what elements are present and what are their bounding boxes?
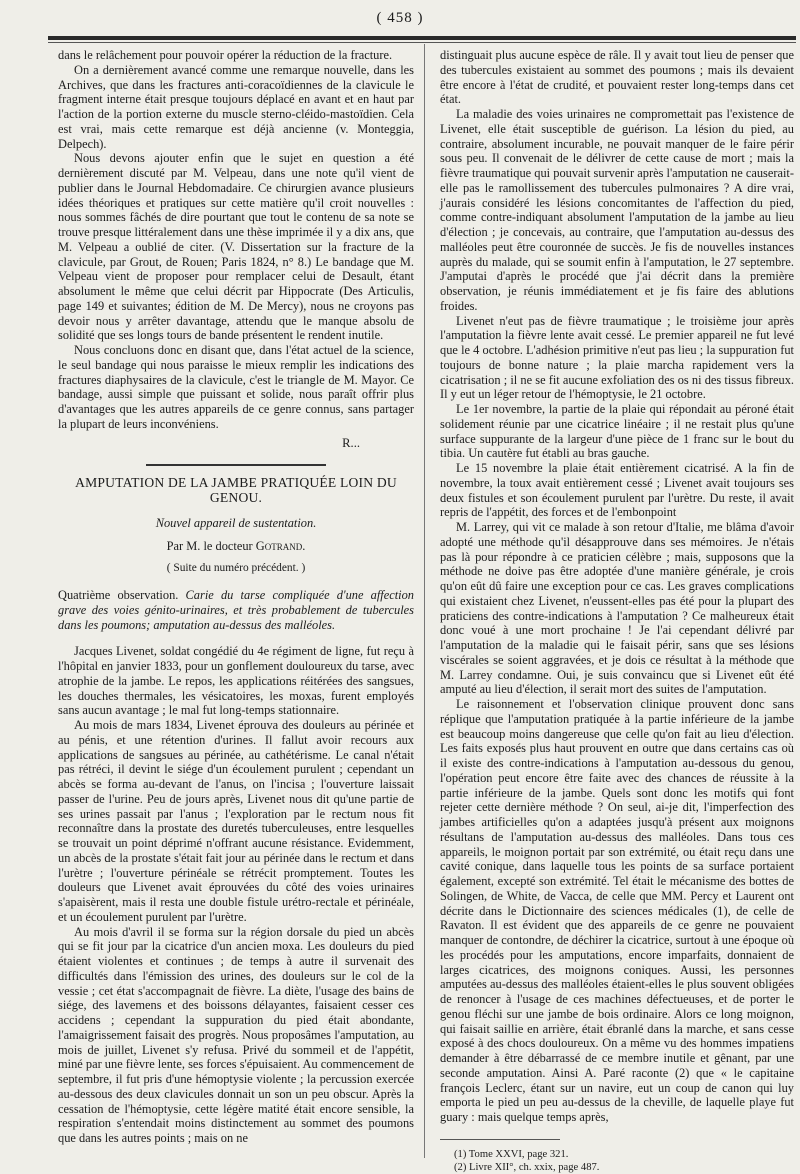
article-author	[58, 539, 414, 554]
paragraph: Le 1er novembre, la partie de la plaie qui répondait au péroné était solidement réunie par une cicatrice linéaire ; il ne restait plus qu'une surface suppurante de la largeur d'une pièce de 1 franc sur le bout du tibia. Un cautère fut établi au bras gauche.	[440, 402, 794, 461]
paragraph: Jacques Livenet, soldat congédié du 4e régiment de ligne, fut reçu à l'hôpital en janvier 1833, pour un gonflement douloureux du tarse, avec atrophie de la jambe. Le repos, les applications réitérées des sangsues, les douches thermales, les vésicatoires, les moxas, furent employés sans aucun avantage ; le mal fut long-temps stationnaire.	[58, 644, 414, 718]
footnote: (1) Tome XXVI, page 321.	[454, 1148, 569, 1160]
paragraph: dans le relâchement pour pouvoir opérer la réduction de la fracture.	[58, 48, 393, 62]
paragraph: Le raisonnement et l'observation clinique prouvent donc sans réplique que l'amputation pratiquée à la partie inférieure de la jambe est beaucoup moins dangereuse que celle qu'on fait au lieu d'élection. Les faits exposés plus haut prouvent en outre que dans certains cas où il existe des contre-indications à l'amputation au-dessous du genou, l'opération peut encore être faite avec des chances de réussite à la partie inférieure de la jambe. Quels sont donc les motifs qui font rejeter cette dernière méthode ? On seul, ai-je dit, l'imperfection des jambes artificielles qu'on a adaptées jusqu'à présent aux moignons résultans de l'amputation au-dessus des malléoles. Dans tous ces appareils, le moignon portait par son extrémité, ou était reçu dans une cavité conique, dans laquelle tous les points de sa surface portaient également, excepté son extrémité. Tel était le mécanisme des bottes de Solingen, de White, de Vacca, de celle que MM. Percy et Laurent ont décrite dans le Dictionnaire des sciences médicales (1), de celle de Ravaton. Il est évident que des appareils de ce genre ne pouvaient manquer de contondre, de déchirer la cicatrice, surtout à une époque où les procédés pour les amputations, encore imparfaits, donnaient de larges cicatrices, des moignons coniques. Aussi, les personnes amputées au-dessus des malléoles étaient-elles le plus souvent obligées de renoncer à l'usage de ces machines défectueuses, et de porter le genou fléchi sur une jambe de bois ordinaire. Alors ce long moignon, qui faisait saillie en arrière, était ébranlé dans la marche, et sans cesse exposé à des chocs douloureux. On a même vu des hommes impatiens demander à être débarrassé de ce membre inutile et gênant, par une seconde amputation. Ainsi A. Paré raconte (2) que « le capitaine françois Leclerc, étant sur un navire, eut un coup de canon qui luy emporta le pied un peu au-dessus de la cheville, de laquelle playe fut guary : mais quelque temps après,	[440, 697, 795, 1124]
case-header	[58, 588, 414, 632]
article-subtitle: Nouvel appareil de sustentation.	[155, 515, 317, 530]
footnote: (2) Livre XII°, ch. xxix, page 487.	[454, 1161, 600, 1173]
paragraph: Au mois d'avril il se forma sur la région dorsale du pied un abcès qui se fit jour par la cicatrice d'un ancien moxa. Les douleurs du pied étaient violentes et continues ; de temps à autre il survenait des difficultés dans l'émission des urines, des douleurs sur le col de la vessie ; cet état s'accompagnait de fièvre. La diète, l'usage des bains de siége, des lavemens et des boissons délayantes, faisaient cesser ces accidens ; cependant la suppuration du pied était abondante, l'amaigrissement faisait des progrès. Nous proposâmes l'amputation, au mois de juillet, Livenet s'y refusa. Privé du sommeil et de l'appétit, miné par une fièvre lente, ses forces s'épuisaient. Au commencement de septembre, il fut pris d'une hémoptysie violente ; la percussion exercée au-dessous des deux clavicules donnait un son un peu obscur. Après la cessation de l'hémoptysie, cette légère matité était encore sensible, la respiration s'entendait moins distinctement au sommet des poumons que dans les autres points ; mais on ne	[58, 924, 414, 1145]
continuation-note: ( Suite du numéro précédent. )	[166, 562, 306, 575]
header-rule	[48, 36, 796, 40]
case-label: Quatrième observation.	[58, 588, 179, 602]
paragraph: Nous devons ajouter enfin que le sujet en question a été dernièrement discuté par M. Velpeau, dans une note qu'il vient de publier dans le Journal Hebdomadaire. Ce chirurgien avance plusieurs idées théoriques et pratiques sur cette matière qu'il croit nouvelles : nous sommes fâchés de dire pourtant que tout le contenu de sa note se trouve presque littéralement dans une thèse imprimée il y a dix ans, que M. Velpeau a oublié de citer. (V. Dissertation sur la fracture de la clavicule, par Grout, de Rouen; Paris 1824, n° 8.) Le bandage que M. Velpeau vient de proposer pour remplacer celui de Desault, étant absolument le même que celui décrit par Hippocrate (Des Articulis, page 149 et suivantes; édition de M. De Mercy), nous ne croyons pas devoir nous y arrêter davantage, attendu que le manque absolu de solidité que ses longs tours de bande présentent le rendent inutile.	[58, 151, 414, 343]
footnote-divider	[440, 1139, 560, 1140]
paragraph: Nous concluons donc en disant que, dans l'état actuel de la science, le seul bandage qui nous paraisse le mieux remplir les indications des fractures diaphysaires de la clavicule, c'est le triangle de M. Mayor. Ce bandage, aussi simple que puissant et solide, nous paraît offrir plus d'avantages que les autres appareils de ce genre connus, sans partager la plupart de leurs inconvéniens.	[58, 343, 414, 431]
author-signature: R...	[342, 435, 360, 450]
paragraph: M. Larrey, qui vit ce malade à son retour d'Italie, me blâma d'avoir adopté une méthode qu'il désapprouve dans ses mémoires. Je n'étais pas là pour répondre à ce praticien célèbre ; mais, supposons que la méthode ne doive pas être adoptée d'une manière générale, je crois qu'on eût dû faire une exception pour ce cas. Les graves complications qui existaient chez Livenet, n'eussent-elles pas été pour la plupart des praticiens des contre-indications à l'amputation ? Ce malheureux était donc voué à une mort prochaine ! Je l'ai cependant délivré par l'amputation de la maladie qui le faisait périr, sans que ses lésions viscérales se soient aggravées, et je dois ce résultat à la méthode que M. Larrey condamne. Oui, je suis convaincu que si Livenet eût été amputé au lieu d'élection, il serait mort des suites de l'amputation.	[440, 520, 794, 697]
paragraph: distinguait plus aucune espèce de râle. Il y avait tout lieu de penser que des tubercules existaient au sommet des poumons ; mais ils devaient être encore à l'état de crudité, et pouvaient rester long-temps dans cet état.	[440, 48, 794, 107]
page-number: ( 458 )	[376, 10, 424, 26]
right-column	[440, 48, 794, 1174]
case-description: Carie du tarse compliquée d'une affection grave des voies génito-urinaires, et très probablement de tubercules dans les poumons; amputation au-dessus des malléoles.	[58, 588, 414, 632]
author-prefix: Par M. le docteur	[166, 538, 253, 553]
column-divider	[424, 44, 425, 1158]
author-name: Gotrand.	[255, 538, 306, 553]
section-divider	[146, 464, 326, 466]
paragraph: Au mois de mars 1834, Livenet éprouva des douleurs au périnée et au pénis, et une rétention d'urines. Il fallut avoir recours aux applications de sangsues au périnée, au cathétérisme. Le canal n'était pas rétréci, il devint le siége d'un écoulement purulent ; cependant un abcès se forma au-devant de l'anus, on l'incisa ; l'ouverture laissait passer de l'urine. Peu de jours après, Livenet nous dit qu'une partie de ses urines passait par l'anus ; l'exploration par le rectum nous fit reconnaître dans la prostate des duretés tuberculeuses, entre lesquelles se trouvait un point déprimé n'offrant aucune résistance. Evidemment, un abcès de la prostate s'était fait jour au périnée dans le rectum et dans l'urètre ; l'ouverture périnéale se rétrécit promptement. Toutes les douleurs que Livenet avait éprouvées du côté des voies urinaires s'apaisèrent, mais il resta une double fistule urétro-rectale et périnéale, et un écoulement purulent par l'urètre.	[58, 718, 414, 924]
article-title: AMPUTATION DE LA JAMBE PRATIQUÉE LOIN DU GENOU.	[75, 475, 397, 505]
paragraph: La maladie des voies urinaires ne compromettait pas l'existence de Livenet, elle était susceptible de guérison. La lésion du pied, au contraire, absolument incurable, ne pouvait manquer de le faire périr sous peu. Il convenait de le délivrer de cette cause de mort ; mais la fièvre traumatique qui pouvait survenir après l'amputation ne causerait-elle pas le ramollissement des tubercules pulmonaires ? A dire vrai, j'aurais considéré les lésions concomitantes de l'affection du pied, comme contre-indiquant absolument l'amputation de la jambe au lieu d'élection ; je concevais, au contraire, que l'amputation au-dessus des malléoles peut être couronnée de succès. Je fis de nouvelles instances auprès du malade, qui se soumit enfin à l'amputation, le 27 septembre. J'amputai d'après le procédé que j'ai décrit dans la première observation, je réunis immédiatement et je fis faire des ablutions froides.	[440, 107, 794, 313]
paragraph: On a dernièrement avancé comme une remarque nouvelle, dans les Archives, que dans les fractures anti-coracoïdiennes de la clavicule le fragment interne était presque toujours déplacé en avant et en haut par l'action de la portion externe du muscle sterno-cléido-mastoïdien. Cela est vrai, mais cette remarque est déjà ancienne (v. Monteggia, Delpech).	[58, 62, 414, 151]
left-column	[58, 48, 414, 1146]
paragraph: Le 15 novembre la plaie était entièrement cicatrisé. A la fin de novembre, la toux avait entièrement cessé ; Livenet avait toujours ses deux fistules et son écoulement purulent par l'urètre. Du reste, il avait repris de l'appétit, des forces et de l'embonpoint	[440, 461, 794, 520]
paragraph: Livenet n'eut pas de fièvre traumatique ; le troisième jour après l'amputation la fièvre lente avait cessé. Le premier appareil ne fut levé que le 4 octobre. L'adhésion primitive n'eut pas lieu ; la suppuration fut toujours de bonne nature ; la plaie marcha rapidement vers la cicatrisation ; il ne se fit aucune exfoliation des os ni des tissus fibreux. Il y eut un léger retour de l'hémoptysie, le 21 octobre.	[440, 313, 794, 402]
